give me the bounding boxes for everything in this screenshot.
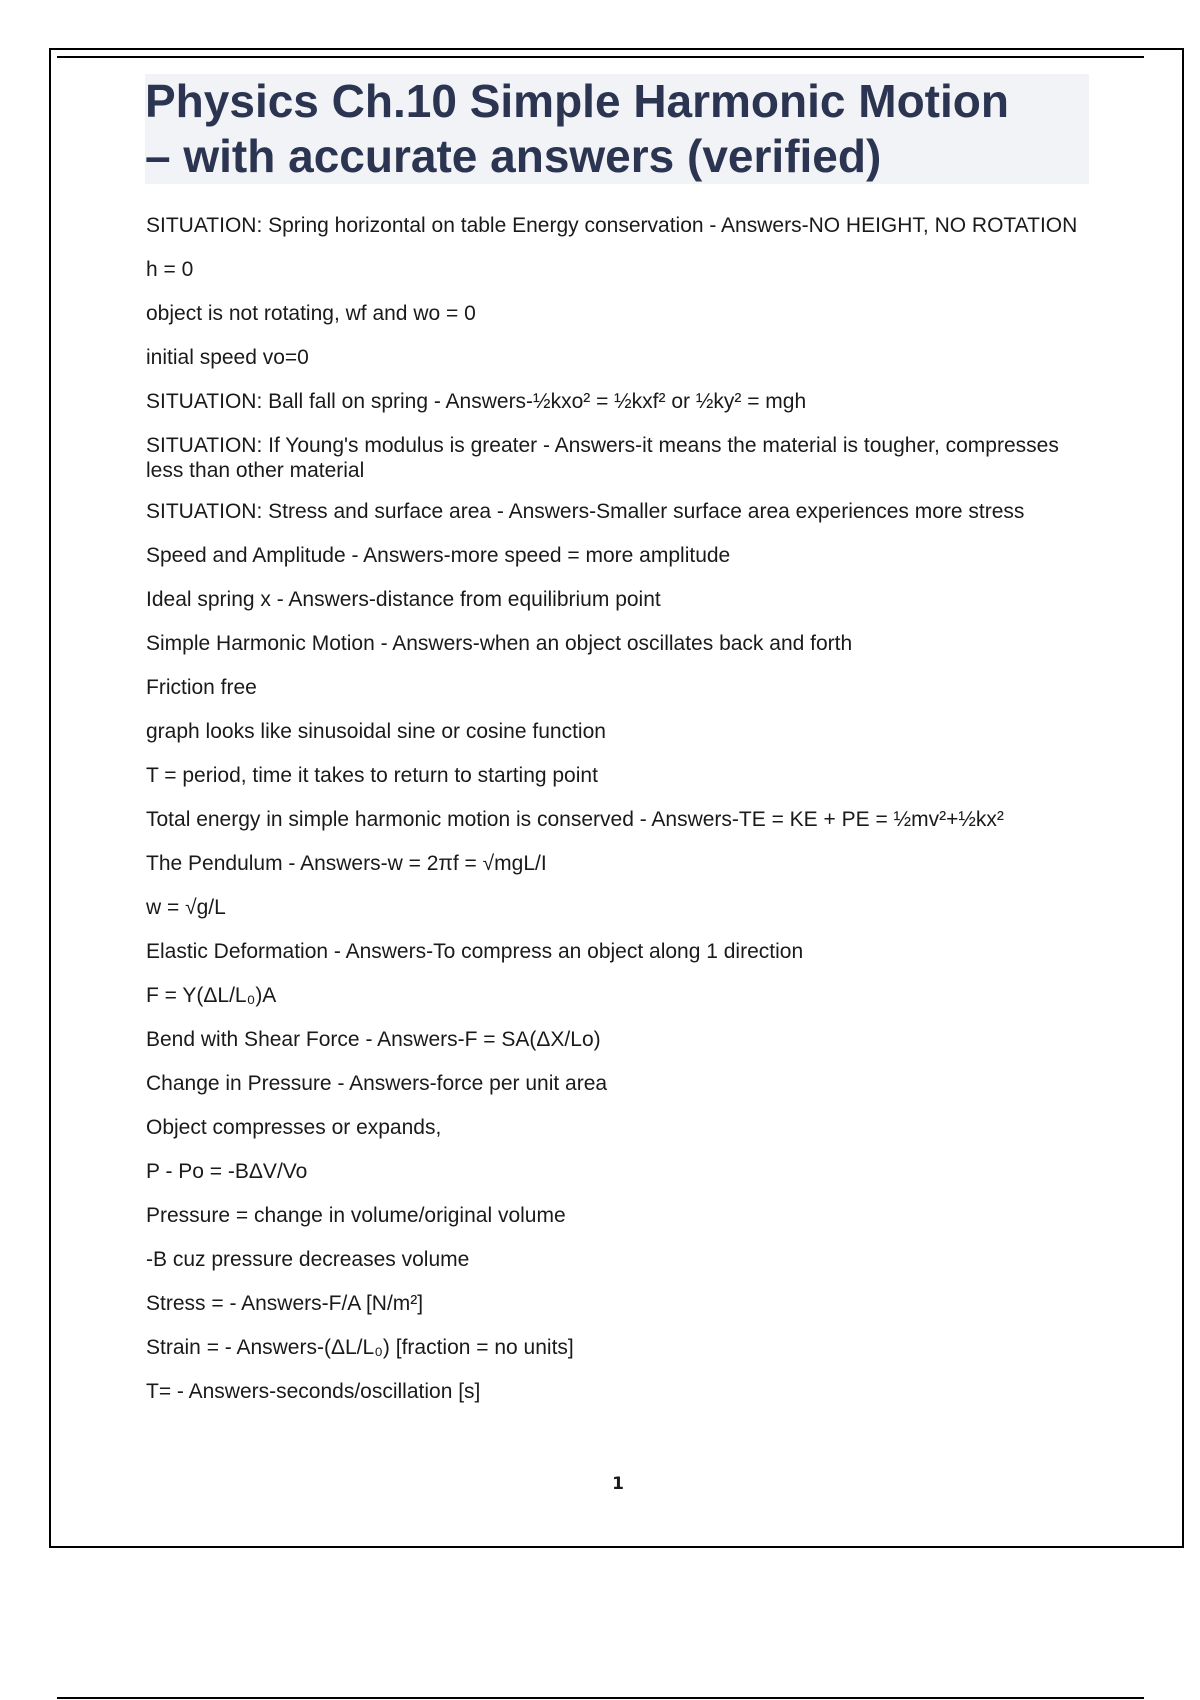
paragraph: h = 0 — [146, 258, 194, 281]
paragraph: Ideal spring x - Answers-distance from equilibrium point — [146, 588, 661, 611]
paragraph: Bend with Shear Force - Answers-F = SA(ΔX/Lo) — [146, 1028, 601, 1051]
paragraph: Object compresses or expands, — [146, 1116, 442, 1139]
paragraph: F = Y(ΔL/L₀)A — [146, 984, 277, 1007]
paragraph: SITUATION: Spring horizontal on table Energy conservation - Answers-NO HEIGHT, NO ROTATION — [146, 214, 1078, 237]
paragraph: T= - Answers-seconds/oscillation [s] — [146, 1380, 481, 1403]
paragraph: Strain = - Answers-(ΔL/L₀) [fraction = no units] — [146, 1336, 574, 1359]
paragraph: T = period, time it takes to return to starting point — [146, 764, 598, 787]
paragraph: Speed and Amplitude - Answers-more speed = more amplitude — [146, 544, 731, 567]
page-number: 1 — [612, 1474, 624, 1494]
title-line-1: Physics Ch.10 Simple Harmonic Motion — [145, 75, 1009, 127]
paragraph: P - Po = -BΔV/Vo — [146, 1160, 308, 1183]
bottom-rule — [57, 1697, 1144, 1699]
paragraph: initial speed vo=0 — [146, 346, 309, 369]
paragraph: graph looks like sinusoidal sine or cosine function — [146, 720, 606, 743]
paragraph: Elastic Deformation - Answers-To compress an object along 1 direction — [146, 940, 804, 963]
title-line-2: – with accurate answers (verified) — [145, 130, 882, 182]
paragraph: object is not rotating, wf and wo = 0 — [146, 302, 476, 325]
paragraph: SITUATION: Stress and surface area - Answers-Smaller surface area experiences more stress — [146, 500, 1025, 523]
paragraph: w = √g/L — [146, 896, 226, 919]
paragraph: Simple Harmonic Motion - Answers-when an object oscillates back and forth — [146, 632, 853, 655]
document-body — [146, 213, 1096, 1423]
paragraph: SITUATION: Ball fall on spring - Answers-½kxo² = ½kxf² or ½ky² = mgh — [146, 390, 807, 413]
paragraph: SITUATION: If Young's modulus is greater - Answers-it means the material is tougher, compresses less than other material — [146, 434, 1059, 482]
paragraph: Total energy in simple harmonic motion is conserved - Answers-TE = KE + PE = ½mv²+½kx² — [146, 808, 1004, 831]
paragraph: -B cuz pressure decreases volume — [146, 1248, 470, 1271]
paragraph: Friction free — [146, 676, 257, 699]
paragraph: The Pendulum - Answers-w = 2πf = √mgL/I — [146, 852, 547, 875]
document-title — [145, 74, 1089, 184]
paragraph: Pressure = change in volume/original volume — [146, 1204, 566, 1227]
paragraph: Stress = - Answers-F/A [N/m²] — [146, 1292, 424, 1315]
paragraph: Change in Pressure - Answers-force per unit area — [146, 1072, 608, 1095]
